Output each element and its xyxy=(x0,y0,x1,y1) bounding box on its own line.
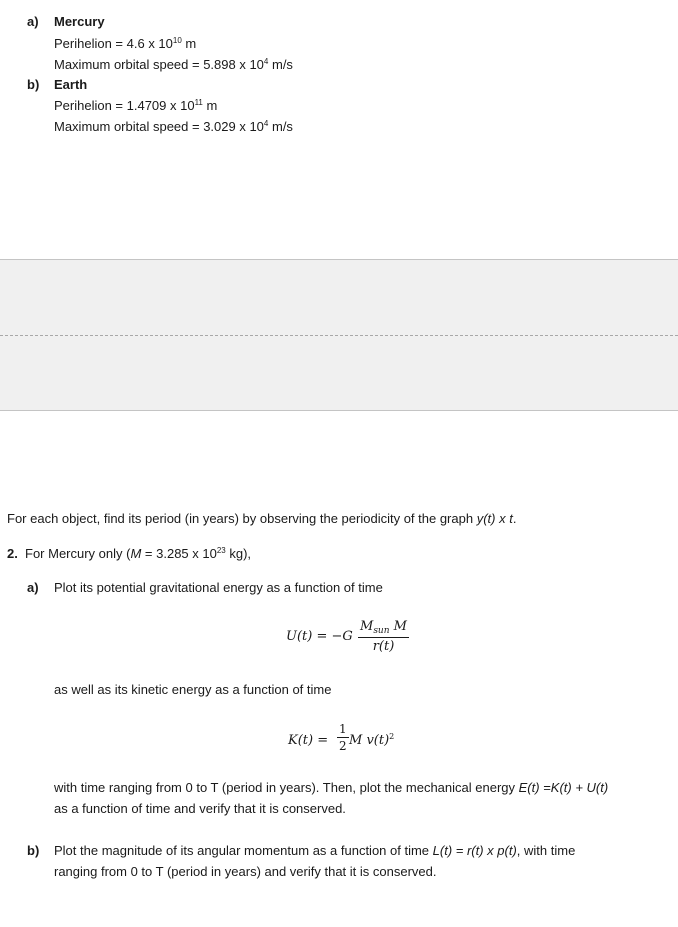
speed-exponent: 4 xyxy=(263,57,269,66)
mass-text: = 3.285 x 10 xyxy=(141,546,217,561)
period-instruction xyxy=(7,511,516,526)
part-a-text: Plot its potential gravitational energy as a function of time xyxy=(54,580,383,595)
equation-kinetic-energy xyxy=(288,722,428,773)
equation-u-denominator: r(t) xyxy=(372,639,395,654)
part-b-line-1 xyxy=(54,843,575,858)
mechanical-line-1 xyxy=(54,780,608,795)
equation-k-rhs xyxy=(349,733,394,748)
part-a-marker: a) xyxy=(27,580,39,595)
kinetic-intro: as well as its kinetic energy as a function of time xyxy=(54,682,332,697)
question-2-text xyxy=(25,546,251,561)
equation-u-lhs: U(t) = −G xyxy=(286,629,353,644)
equation-k-rhs-exp: 2 xyxy=(389,732,395,741)
equation-k-fraction xyxy=(337,722,349,753)
equation-u-num-tail: M xyxy=(389,619,407,634)
item-b-speed xyxy=(54,119,293,134)
equation-u-num-main: M xyxy=(360,619,374,634)
item-b-name: Earth xyxy=(54,77,88,92)
item-b-perihelion xyxy=(54,98,217,113)
period-instruction-end: . xyxy=(512,511,517,526)
mechanical-line-1-text: with time ranging from 0 to T (period in years). Then, plot the mechanical energy xyxy=(54,780,519,795)
speed-exponent: 4 xyxy=(263,119,269,128)
equation-k-numerator: 1 xyxy=(339,722,347,736)
item-b-marker: b) xyxy=(27,77,40,92)
item-a-marker: a) xyxy=(27,14,39,29)
question-2-start: For Mercury only ( xyxy=(25,546,131,561)
perihelion-text: Perihelion = 1.4709 x 10 xyxy=(54,98,195,113)
equation-u-num-sub: sun xyxy=(373,626,390,636)
question-2-number: 2. xyxy=(7,546,18,561)
equation-k-lhs: K(t) = xyxy=(288,733,329,748)
part-b-line-1-text: Plot the magnitude of its angular momentum as a function of time xyxy=(54,843,433,858)
angular-momentum-expr: L(t) = r(t) x p(t) xyxy=(432,843,517,858)
period-instruction-var: y(t) x t xyxy=(476,511,513,526)
speed-unit: m/s xyxy=(268,119,293,134)
item-a-perihelion xyxy=(54,36,196,51)
mass-var: M xyxy=(130,546,142,561)
perihelion-exponent: 10 xyxy=(172,36,182,45)
speed-text: Maximum orbital speed = 5.898 x 10 xyxy=(54,57,264,72)
question-2-end: kg), xyxy=(225,546,252,561)
item-a-speed xyxy=(54,57,293,72)
perihelion-text: Perihelion = 4.6 x 10 xyxy=(54,36,173,51)
mechanical-line-2: as a function of time and verify that it is conserved. xyxy=(54,801,346,816)
equation-u-fraction xyxy=(358,619,409,654)
page-break-top-line xyxy=(0,259,678,260)
perihelion-unit: m xyxy=(181,36,197,51)
mechanical-energy-expr: E(t) =K(t) + U(t) xyxy=(518,780,609,795)
speed-text: Maximum orbital speed = 3.029 x 10 xyxy=(54,119,264,134)
equation-potential-energy xyxy=(286,619,416,669)
equation-k-rhs-main: M v(t) xyxy=(349,733,390,748)
equation-k-denominator: 2 xyxy=(339,739,347,753)
speed-unit: m/s xyxy=(268,57,293,72)
part-b-line-1-end: , with time xyxy=(516,843,576,858)
period-instruction-text: For each object, find its period (in years) by observing the periodicity of the graph xyxy=(7,511,477,526)
equation-u-numerator xyxy=(358,619,409,638)
part-b-line-2: ranging from 0 to T (period in years) and verify that it is conserved. xyxy=(54,864,437,879)
item-a-name: Mercury xyxy=(54,14,105,29)
perihelion-exponent: 11 xyxy=(194,98,203,107)
part-b-marker: b) xyxy=(27,843,40,858)
page-break-bottom-line xyxy=(0,410,678,411)
section-break-dashed-line xyxy=(0,335,678,336)
perihelion-unit: m xyxy=(202,98,218,113)
mass-exponent: 23 xyxy=(216,546,226,555)
